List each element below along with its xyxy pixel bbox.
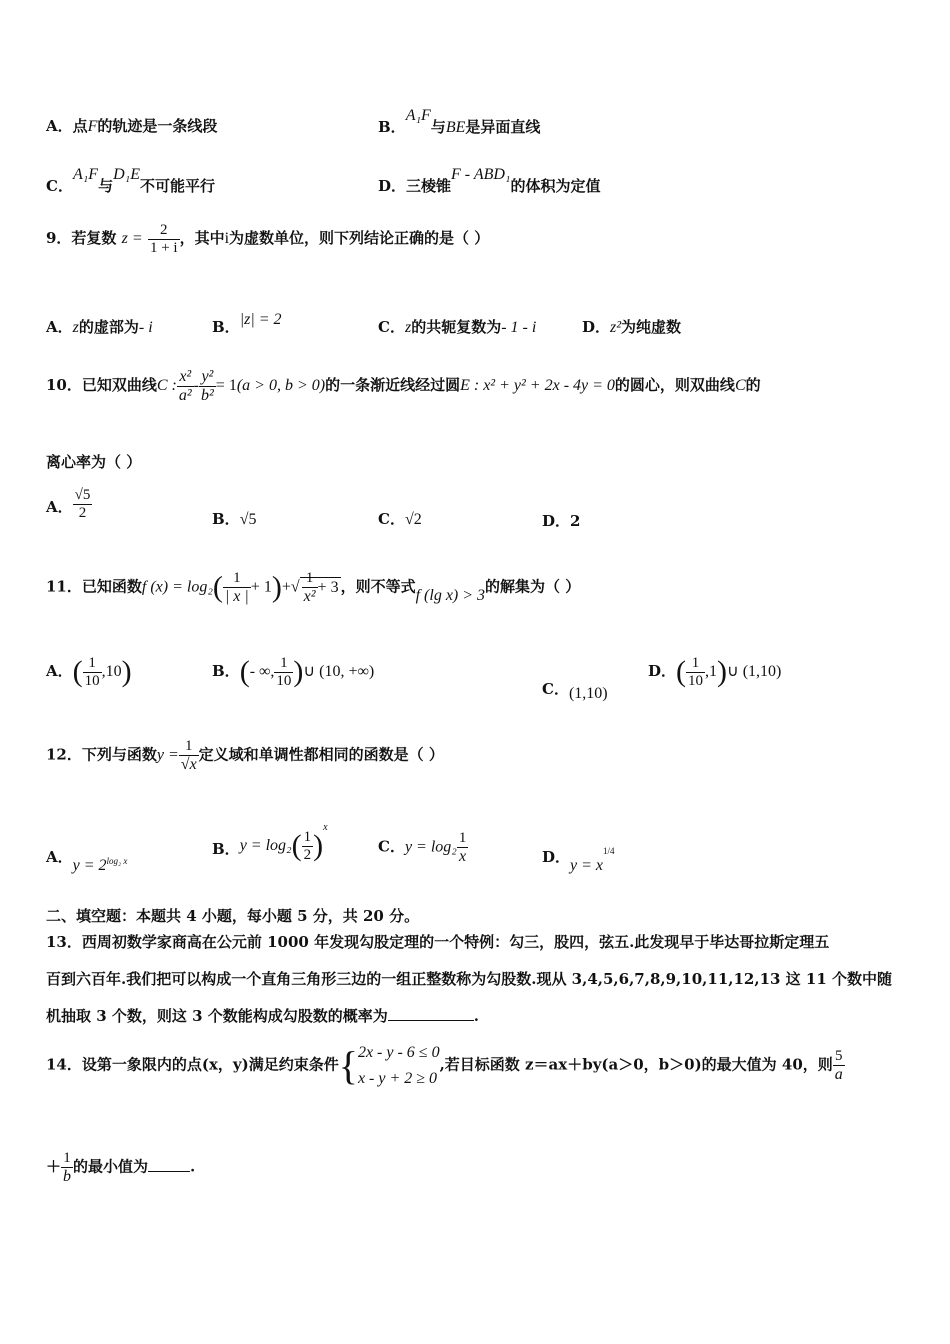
q8-option-b: B．A₁F与BE是异面直线 (378, 107, 541, 136)
q13-line1: 13．西周初数学家商高在公元前 1000 年发现勾股定理的一个特例：勾三，股四，弦五.此发现早于毕达哥拉斯定理五 (46, 933, 830, 951)
q11-option-b: B．(- ∞, $\frac{1}{10}$ )∪ (10, +∞) (212, 655, 375, 689)
q12-option-b: B．y = log₂( $\frac{1}{2}$ )$^x$ (212, 822, 328, 863)
q12-option-c: C．y = log₂ $\frac{1}{x}$ (378, 830, 467, 865)
q13-line2: 百到六百年.我们把可以构成一个直角三角形三边的一组正整数称为勾股数.现从 3,4,5,6,7,8,9,10,11,12,13 这 11 个数中随 (46, 970, 892, 988)
q8-option-d: D．三棱锥F - ABD₁的体积为定值 (378, 166, 601, 195)
q12-option-d: D．$y = x^{1/4}$ (542, 846, 615, 874)
section-fill-in-heading: 二、填空题：本题共 4 小题，每小题 5 分，共 20 分。 (46, 907, 420, 925)
q9-option-c: C．z的共轭复数为- 1 - i (378, 318, 537, 336)
q13-line3: 机抽取 3 个数，则这 3 个数能构成勾股数的概率为 . (46, 1007, 479, 1025)
q14-constraints: 2x - y - 6 ≤ 0 x - y + 2 ≥ 0 (357, 1044, 440, 1087)
q8-option-c: C．A₁F与D₁E不可能平行 (46, 166, 215, 195)
q9-option-b: B．|z| = 2 (212, 311, 282, 336)
q9-stem: 9．若复数 z = $\frac{2}{1 + i}$ ，其中i为虚数单位，则下列结论正确的是（ ） (46, 222, 490, 256)
q11-option-c: C．(1,10) (542, 680, 608, 702)
q9-option-d: D．z²为纯虚数 (582, 318, 682, 336)
q14-line2: ＋ $\frac{1}{b}$ 的最小值为 . (46, 1150, 196, 1185)
q8-option-a: A．点F的轨迹是一条线段 (46, 117, 218, 135)
q10-option-a: A． $\frac{√5}{2}$ (46, 487, 91, 521)
q14-stem: 14．设第一象限内的点(x，y)满足约束条件{ 2x - y - 6 ≤ 0 x - y + 2 ≥ 0 ,若目标函数 z＝ax＋by(a＞0，b＞0)的最大值为 40，则 $\frac{5}{a}$ (46, 1040, 845, 1091)
q10-option-c: C．√2 (378, 510, 422, 528)
q9-option-a: A．z的虚部为- i (46, 318, 153, 336)
q12-stem: 12．下列与函数y = $\frac{1}{√x}$ 定义域和单调性都相同的函数是（ ） (46, 738, 444, 773)
q11-option-a: A．( $\frac{1}{10}$ ,10) (46, 655, 132, 689)
q9-fraction: $\frac{2}{1 + i}$ (149, 222, 178, 256)
q14-answer-blank[interactable] (148, 1171, 190, 1172)
q13-answer-blank[interactable] (388, 1020, 474, 1021)
q10-stem-line2: 离心率为（ ） (46, 453, 142, 471)
q10-option-b: B．√5 (212, 510, 257, 528)
q11-option-d: D．( $\frac{1}{10}$ ,1)∪ (1,10) (648, 655, 782, 689)
q12-option-a: A．y = 2log₂ x (46, 848, 128, 874)
q11-stem: 11．已知函数f (x) = log₂( $\frac{1}{| x |}$ + 1)+√ $\frac{1}{\text{x²}}$ + 3 ，则不等式f (lg x) > 3的解集为（ ） (46, 570, 581, 605)
q10-option-d: D．2 (542, 512, 581, 530)
q10-stem: 10．已知双曲线C : $\frac{\text{x²}}{\text{a²}}$ - $\frac{\text{y²}}{\text{b²}}$ = 1(a > 0, b > 0)的一条渐近线经过圆E : x² + y² + 2x - 4y = 0的圆心，则双曲线C的 (46, 368, 761, 404)
